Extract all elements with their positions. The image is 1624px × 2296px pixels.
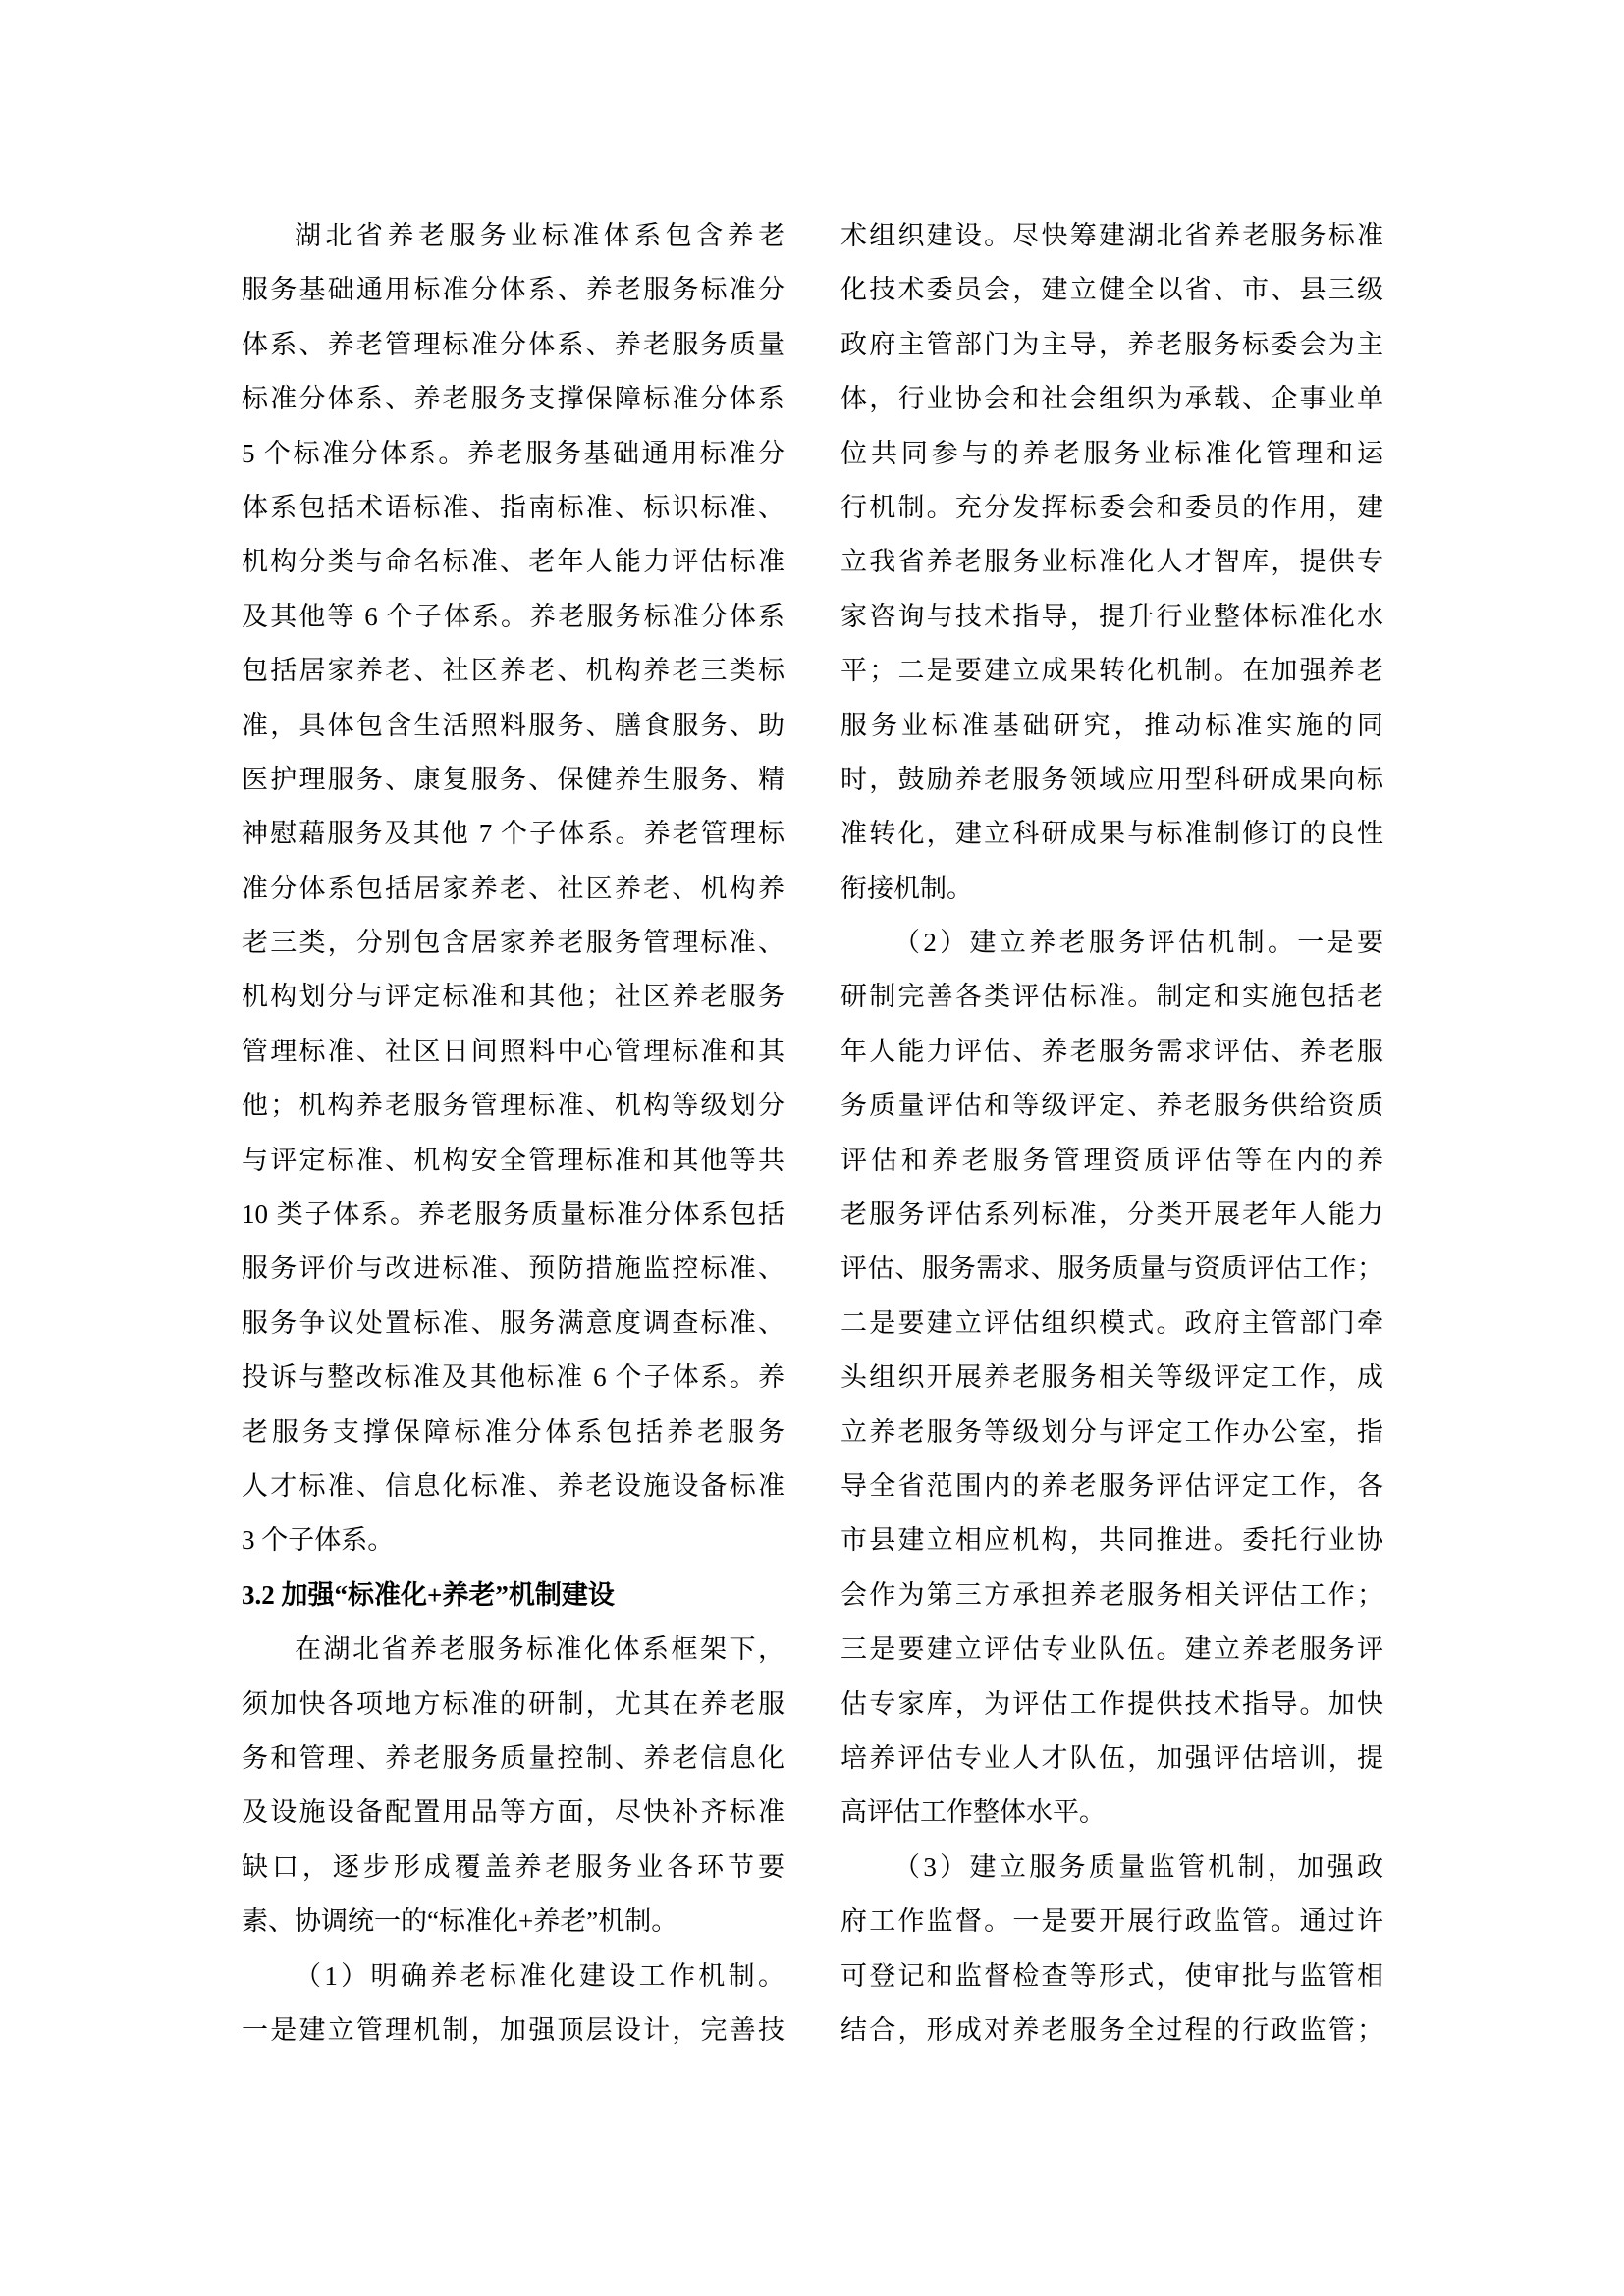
text-line: 及其他等 6 个子体系。养老服务标准分体系 — [242, 601, 785, 631]
text-line: 评估、服务需求、服务质量与资质评估工作； — [840, 1254, 1383, 1284]
text-line: 神慰藉服务及其他 7 个子体系。养老管理标 — [242, 819, 785, 849]
text-line: 准分体系包括居家养老、社区养老、机构养 — [242, 873, 785, 903]
text-line: 培养评估专业人才队伍，加强评估培训，提 — [840, 1742, 1383, 1773]
text-line: （3）建立服务质量监管机制，加强政 — [893, 1851, 1383, 1882]
text-line: 估专家库，为评估工作提供技术指导。加快 — [840, 1688, 1383, 1719]
text-line: 行机制。充分发挥标委会和委员的作用，建 — [840, 492, 1383, 522]
text-line: 家咨询与技术指导，提升行业整体标准化水 — [840, 601, 1383, 631]
text-line: 立养老服务等级划分与评定工作办公室，指 — [840, 1416, 1383, 1447]
section-heading: 3.2 加强“标准化+养老”机制建设 — [242, 1579, 615, 1610]
text-line: 二是要建立评估组织模式。政府主管部门牵 — [840, 1308, 1383, 1338]
text-line: 府工作监督。一是要开展行政监管。通过许 — [840, 1906, 1383, 1937]
text-line: 服务业标准基础研究，推动标准实施的同 — [840, 710, 1383, 740]
text-line: 术组织建设。尽快筹建湖北省养老服务标准 — [840, 221, 1383, 250]
text-line: 评估和养老服务管理资质评估等在内的养 — [840, 1145, 1383, 1175]
text-line: 服务争议处置标准、服务满意度调查标准、 — [242, 1308, 785, 1338]
text-line: 化技术委员会，建立健全以省、市、县三级 — [840, 275, 1383, 305]
text-line: （2）建立养老服务评估机制。一是要 — [893, 928, 1383, 958]
text-line: 体系包括术语标准、指南标准、标识标准、 — [242, 492, 785, 522]
text-line: （1）明确养老标准化建设工作机制。 — [295, 1960, 785, 1991]
text-line: 衔接机制。 — [840, 873, 973, 903]
text-line: 结合，形成对养老服务全过程的行政监管； — [840, 2014, 1383, 2045]
text-line: 头组织开展养老服务相关等级评定工作，成 — [840, 1362, 1383, 1393]
text-line: 及设施设备配置用品等方面，尽快补齐标准 — [242, 1797, 785, 1828]
text-line: 老服务支撑保障标准分体系包括养老服务 — [242, 1416, 785, 1447]
text-line: 准转化，建立科研成果与标准制修订的良性 — [840, 819, 1383, 849]
text-line: 会作为第三方承担养老服务相关评估工作； — [840, 1579, 1383, 1610]
text-line: 服务评价与改进标准、预防措施监控标准、 — [242, 1254, 785, 1284]
text-line: 可登记和监督检查等形式，使审批与监管相 — [840, 1960, 1383, 1991]
text-line: 研制完善各类评估标准。制定和实施包括老 — [840, 982, 1383, 1012]
text-line: 机构分类与命名标准、老年人能力评估标准 — [242, 547, 785, 577]
text-line: 缺口，逐步形成覆盖养老服务业各环节要 — [242, 1851, 785, 1882]
text-line: 高评估工作整体水平。 — [840, 1797, 1106, 1828]
text-line: 准，具体包含生活照料服务、膳食服务、助 — [242, 710, 785, 740]
text-line: 湖北省养老服务业标准体系包含养老 — [295, 221, 785, 250]
text-line: 医护理服务、康复服务、保健养生服务、精 — [242, 764, 785, 794]
text-line: 机构划分与评定标准和其他；社区养老服务 — [242, 982, 785, 1012]
text-line: 在湖北省养老服务标准化体系框架下， — [295, 1634, 785, 1665]
text-line: 老三类，分别包含居家养老服务管理标准、 — [242, 928, 785, 958]
text-line: 年人能力评估、养老服务需求评估、养老服 — [840, 1036, 1383, 1066]
text-line: 市县建立相应机构，共同推进。委托行业协 — [840, 1525, 1383, 1556]
right-column — [840, 209, 1383, 2057]
text-line: 人才标准、信息化标准、养老设施设备标准 — [242, 1470, 785, 1501]
text-line: 平；二是要建立成果转化机制。在加强养老 — [840, 656, 1383, 686]
text-line: 须加快各项地方标准的研制，尤其在养老服 — [242, 1688, 785, 1719]
text-line: 与评定标准、机构安全管理标准和其他等共 — [242, 1145, 785, 1175]
text-line: 他；机构养老服务管理标准、机构等级划分 — [242, 1091, 785, 1121]
text-line: 老服务评估系列标准，分类开展老年人能力 — [840, 1200, 1383, 1230]
text-line: 管理标准、社区日间照料中心管理标准和其 — [242, 1036, 785, 1066]
text-line: 10 类子体系。养老服务质量标准分体系包括 — [242, 1200, 785, 1230]
text-line: 素、协调统一的“标准化+养老”机制。 — [242, 1906, 678, 1937]
text-line: 服务基础通用标准分体系、养老服务标准分 — [242, 275, 785, 305]
text-line: 包括居家养老、社区养老、机构养老三类标 — [242, 656, 785, 686]
text-line: 一是建立管理机制，加强顶层设计，完善技 — [242, 2014, 785, 2045]
text-line: 务质量评估和等级评定、养老服务供给资质 — [840, 1091, 1383, 1121]
text-line: 导全省范围内的养老服务评估评定工作，各 — [840, 1470, 1383, 1501]
text-line: 务和管理、养老服务质量控制、养老信息化 — [242, 1742, 785, 1773]
text-line: 位共同参与的养老服务业标准化管理和运 — [840, 438, 1383, 468]
text-line: 3 个子体系。 — [242, 1525, 395, 1556]
text-line: 体，行业协会和社会组织为承载、企事业单 — [840, 384, 1383, 414]
text-line: 时，鼓励养老服务领域应用型科研成果向标 — [840, 764, 1383, 794]
left-column — [242, 209, 785, 2057]
text-line: 政府主管部门为主导，养老服务标委会为主 — [840, 329, 1383, 359]
text-line: 标准分体系、养老服务支撑保障标准分体系 — [242, 384, 785, 414]
text-line: 体系、养老管理标准分体系、养老服务质量 — [242, 329, 785, 359]
text-line: 投诉与整改标准及其他标准 6 个子体系。养 — [242, 1362, 785, 1393]
text-line: 立我省养老服务业标准化人才智库，提供专 — [840, 547, 1383, 577]
text-line: 三是要建立评估专业队伍。建立养老服务评 — [840, 1634, 1383, 1665]
text-line: 5 个标准分体系。养老服务基础通用标准分 — [242, 438, 785, 468]
